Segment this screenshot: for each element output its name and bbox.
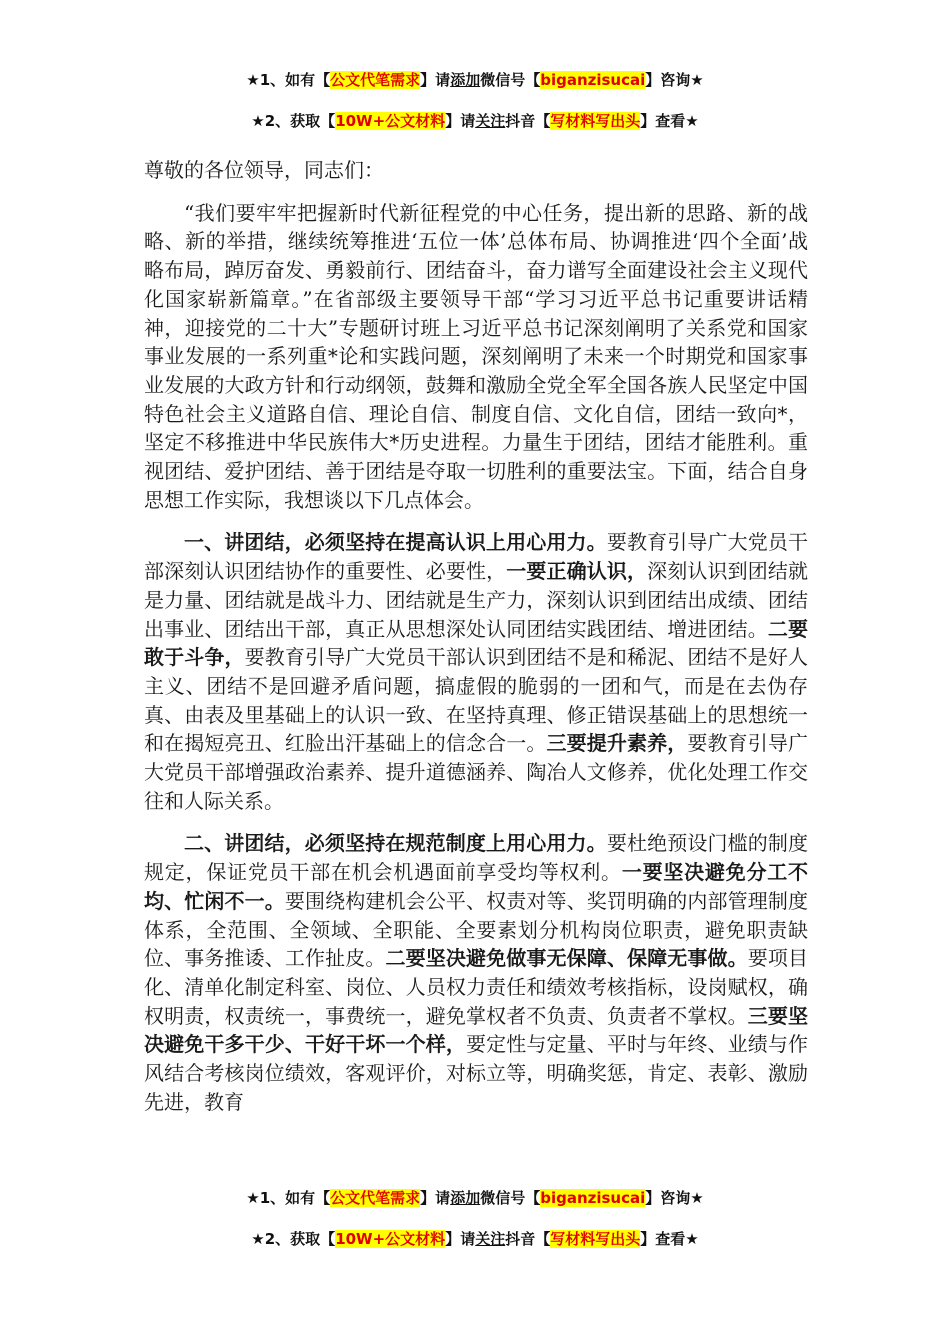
- section-point-bold: 一要正确认识，: [506, 559, 648, 584]
- banner-wechat-id: biganzisucai: [540, 1189, 646, 1207]
- banner-text: 微信号【: [480, 1189, 541, 1207]
- banner-suffix: 】咨询★: [645, 71, 704, 89]
- banner-wechat-id: biganzisucai: [540, 71, 646, 89]
- top-banner-line-1: [0, 70, 950, 90]
- banner-underline: 添加: [450, 71, 481, 89]
- banner-text: 】请: [445, 1230, 476, 1248]
- banner-suffix: 】咨询★: [645, 1189, 704, 1207]
- section-text: 深刻认识到团结就是力量、团结就是战斗力、团结就是生产力，深刻认识到团结出成绩、团结出事业、团结出干部，真正从思想深处认同团结实践团结、增进团结。: [144, 559, 808, 641]
- banner-text: 】请: [420, 71, 451, 89]
- section-text: 要教育引导广大党员干部认识到团结不是和稀泥、团结不是好人主义、团结不是回避矛盾问题，搞虚假的脆弱的一团和气，而是在去伪存真、由表及里基础上的认识一致、在坚持真理、修正错误基础上的思想统一和在揭短亮丑、红脸出汗基础上的信念合一。: [144, 645, 808, 756]
- banner-text: 微信号【: [480, 71, 541, 89]
- banner-highlight: 10W+公文材料: [335, 112, 446, 130]
- banner-prefix: ★1、如有【: [246, 1189, 331, 1207]
- banner-text: 】请: [445, 112, 476, 130]
- banner-highlight: 公文代笔需求: [330, 71, 421, 89]
- section-point-bold: 三要提升素养，: [546, 731, 688, 756]
- banner-text: 抖音【: [505, 112, 551, 130]
- section-point-bold: 二要坚决避免做事无保障、保障无事做。: [385, 946, 748, 971]
- section-1-heading: 一、讲团结，必须坚持在提高认识上用心用力。: [184, 530, 607, 555]
- section-point-bold: 三要坚决避免干多干少、干好干坏一个样，: [144, 1003, 808, 1057]
- banner-underline: 添加: [450, 1189, 481, 1207]
- banner-highlight: 公文代笔需求: [330, 1189, 421, 1207]
- section-text: 要围绕构建机会公平、权责对等、奖罚明确的内部管理制度体系，全范围、全领域、全职能、全要素划分机构岗位职责，避免职责缺位、事务推诿、工作扯皮。: [144, 888, 808, 971]
- banner-suffix: 】查看★: [640, 1230, 699, 1248]
- section-2-paragraph: [144, 829, 808, 1116]
- section-1-paragraph: [144, 528, 808, 815]
- top-banner-line-2: [0, 111, 950, 131]
- bottom-banner-line-2: [0, 1229, 950, 1249]
- document-body: [144, 156, 808, 1131]
- banner-prefix: ★1、如有【: [246, 71, 331, 89]
- banner-douyin-id: 写材料写出头: [550, 1230, 641, 1248]
- section-text: 要项目化、清单化制定科室、岗位、人员权力责任和绩效考核指标，设岗赋权，确权明责，权责统一，事费统一，避免掌权者不负责、负责者不掌权。: [144, 946, 808, 1028]
- section-text: 要定性与定量、平时与年终、业绩与作风结合考核岗位绩效，客观评价，对标立等，明确奖惩，肯定、表彰、激励先进，教育: [144, 1032, 808, 1114]
- banner-prefix: ★2、获取【: [251, 112, 336, 130]
- banner-underline: 关注: [475, 1230, 506, 1248]
- banner-text: 】请: [420, 1189, 451, 1207]
- section-point-bold: 一要坚决避免分工不均、忙闲不一。: [144, 860, 809, 913]
- section-text: 要杜绝预设门槛的制度规定，保证党员干部在机会机遇面前享受均等权利。: [144, 831, 809, 885]
- bottom-banner-line-1: [0, 1188, 950, 1208]
- section-point-bold: 二要敢于斗争，: [144, 616, 808, 670]
- banner-suffix: 】查看★: [640, 112, 699, 130]
- banner-underline: 关注: [475, 112, 506, 130]
- banner-prefix: ★2、获取【: [251, 1230, 336, 1248]
- banner-douyin-id: 写材料写出头: [550, 112, 641, 130]
- banner-text: 抖音【: [505, 1230, 551, 1248]
- intro-paragraph: “我们要牢牢把握新时代新征程党的中心任务，提出新的思路、新的战略、新的举措，继续统筹推进‘五位一体’总体布局、协调推进‘四个全面’战略布局，踔厉奋发、勇毅前行、团结奋斗，奋力谱写全面建设社会主义现代化国家崭新篇章。”在省部级主要领导干部“学习习近平总书记重要讲话精神，迎接党的二十大”专题研讨班上习近平总书记深刻阐明了关系党和国家事业发展的一系列重*论和实践问题，深刻阐明了未来一个时期党和国家事业发展的大政方针和行动纲领，鼓舞和激励全党全军全国各族人民坚定中国特色社会主义道路自信、理论自信、制度自信、文化自信，团结一致向*，坚定不移推进中华民族伟大*历史进程。力量生于团结，团结才能胜利。重视团结、爱护团结、善于团结是夺取一切胜利的重要法宝。下面，结合自身思想工作实际，我想谈以下几点体会。: [144, 200, 808, 512]
- section-2-heading: 二、讲团结，必须坚持在规范制度上用心用力。: [184, 831, 607, 856]
- section-text: 要教育引导广大党员干部深刻认识团结协作的重要性、必要性，: [144, 530, 809, 584]
- salutation: 尊敬的各位领导，同志们：: [144, 158, 384, 182]
- banner-highlight: 10W+公文材料: [335, 1230, 446, 1248]
- section-text: 要教育引导广大党员干部增强政治素养、提升道德涵养、陶冶人文修养，优化处理工作交往和人际关系。: [144, 731, 808, 813]
